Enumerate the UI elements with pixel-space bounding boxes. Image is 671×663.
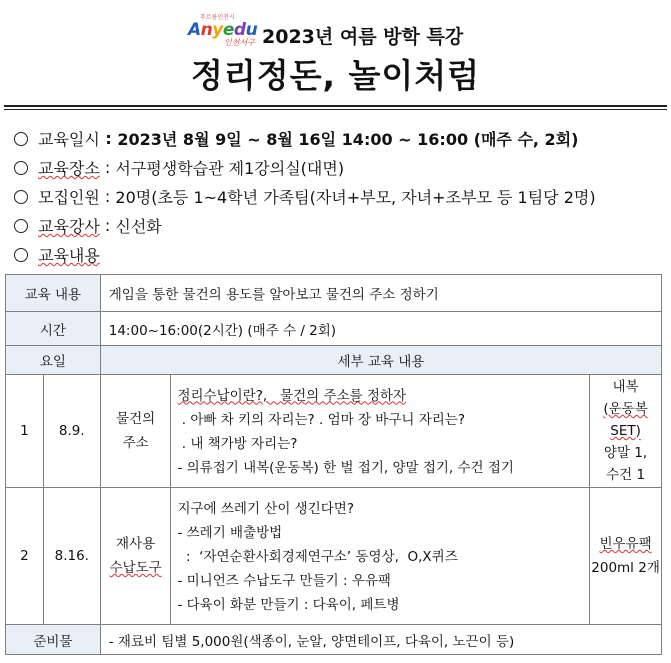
info-label: 교육일시 <box>38 130 100 149</box>
detail-header-cell: 세부 교육 내용 <box>100 346 661 375</box>
table-header-row <box>6 346 662 375</box>
info-item-instructor <box>14 211 664 240</box>
detail-line: . 내 책가방 자리는? <box>177 435 298 452</box>
info-label: 교육장소 <box>38 159 100 178</box>
content-value-cell: 게임을 통한 물건의 용도를 알아보고 물건의 주소 정하기 <box>100 275 661 312</box>
circle-bullet-icon <box>14 219 28 233</box>
session-topic: 물건의 주소 <box>100 375 171 488</box>
time-value-cell: 14:00~16:00(2시간) (매주 수 / 2회) <box>100 312 661 346</box>
logo-sub-text: 인천서구 <box>224 38 255 47</box>
prep-value-cell: - 재료비 팀별 5,000원(색종이, 눈알, 양면테이프, 다육이, 노끈이 등) <box>100 625 661 655</box>
date-header-cell: 요일 <box>6 346 101 375</box>
detail-line: : ‘자연순환사회경제연구소’ 동영상, O,X퀴즈 <box>177 548 458 565</box>
circle-bullet-icon <box>14 161 28 175</box>
page-title: 정리정돈, 놀이처럼 <box>190 56 481 95</box>
session-date: 8.16. <box>43 488 100 625</box>
detail-line: - 의류접기 내복(운동복) 한 벌 접기, 양말 접기, 수건 접기 <box>177 459 514 476</box>
info-separator: : <box>99 158 116 177</box>
info-item-recruit <box>14 182 664 211</box>
info-label: 교육강사 <box>38 217 100 236</box>
prep-label-cell: 준비물 <box>6 625 101 655</box>
page-subtitle: 2023년 여름 방학 특강 <box>262 26 464 48</box>
detail-line: - 다육이 화분 만들기 : 다육이, 페트병 <box>177 596 400 613</box>
info-item-place <box>14 153 664 182</box>
session-details <box>171 375 590 488</box>
detail-line: 지구에 쓰레기 산이 생긴다면? <box>177 500 354 517</box>
session-number: 2 <box>6 488 44 625</box>
curriculum-table <box>5 274 662 655</box>
detail-line: . 아빠 차 키의 자리는? . 엄마 장 바구니 자리는? <box>177 411 465 428</box>
session-materials: 빈우유팩 200ml 2개 <box>590 488 662 625</box>
info-value: 신선화 <box>115 217 162 236</box>
session-date: 8.9. <box>43 375 100 488</box>
info-separator: : <box>99 187 116 206</box>
info-item-date <box>14 124 664 153</box>
logo-top-text: 푸르름인천시 <box>200 14 235 21</box>
table-row <box>6 488 662 625</box>
detail-line: 정리수납이란?, 물건의 주소를 정하자 <box>177 387 406 404</box>
info-separator: : <box>99 129 118 148</box>
info-label: 교육내용 <box>38 246 100 265</box>
circle-bullet-icon <box>14 132 28 146</box>
session-details <box>171 488 590 625</box>
session-number: 1 <box>6 375 44 488</box>
circle-bullet-icon <box>14 248 28 262</box>
session-materials: 내복 (운동복SET) 양말 1, 수건 1 <box>590 375 662 488</box>
header <box>0 0 671 110</box>
info-list <box>14 124 664 269</box>
table-row <box>6 375 662 488</box>
anyedu-logo <box>188 12 256 48</box>
detail-line: - 쓰레기 배출방법 <box>177 524 283 541</box>
info-label: 모집인원 <box>38 188 100 207</box>
divider <box>4 105 667 107</box>
circle-bullet-icon <box>14 190 28 204</box>
info-value: 서구평생학습관 제1강의실(대면) <box>115 159 345 178</box>
content-label-cell: 교육 내용 <box>6 275 101 312</box>
info-separator: : <box>99 216 116 235</box>
info-item-content <box>14 240 664 269</box>
divider <box>4 109 667 110</box>
table-row <box>6 312 662 346</box>
table-row <box>6 625 662 655</box>
table-row <box>6 275 662 312</box>
detail-line: - 미니언즈 수납도구 만들기 : 우유팩 <box>177 572 391 589</box>
time-label-cell: 시간 <box>6 312 101 346</box>
info-value: 20명(초등 1~4학년 가족팀(자녀+부모, 자녀+조부모 등 1팀당 2명) <box>115 188 596 207</box>
session-topic: 재사용 수납도구 <box>100 488 171 625</box>
info-value: 2023년 8월 9일 ~ 8월 16일 14:00 ~ 16:00 (매주 수, 2회) <box>117 130 579 149</box>
logo-wordmark: Anyedu <box>188 20 258 40</box>
